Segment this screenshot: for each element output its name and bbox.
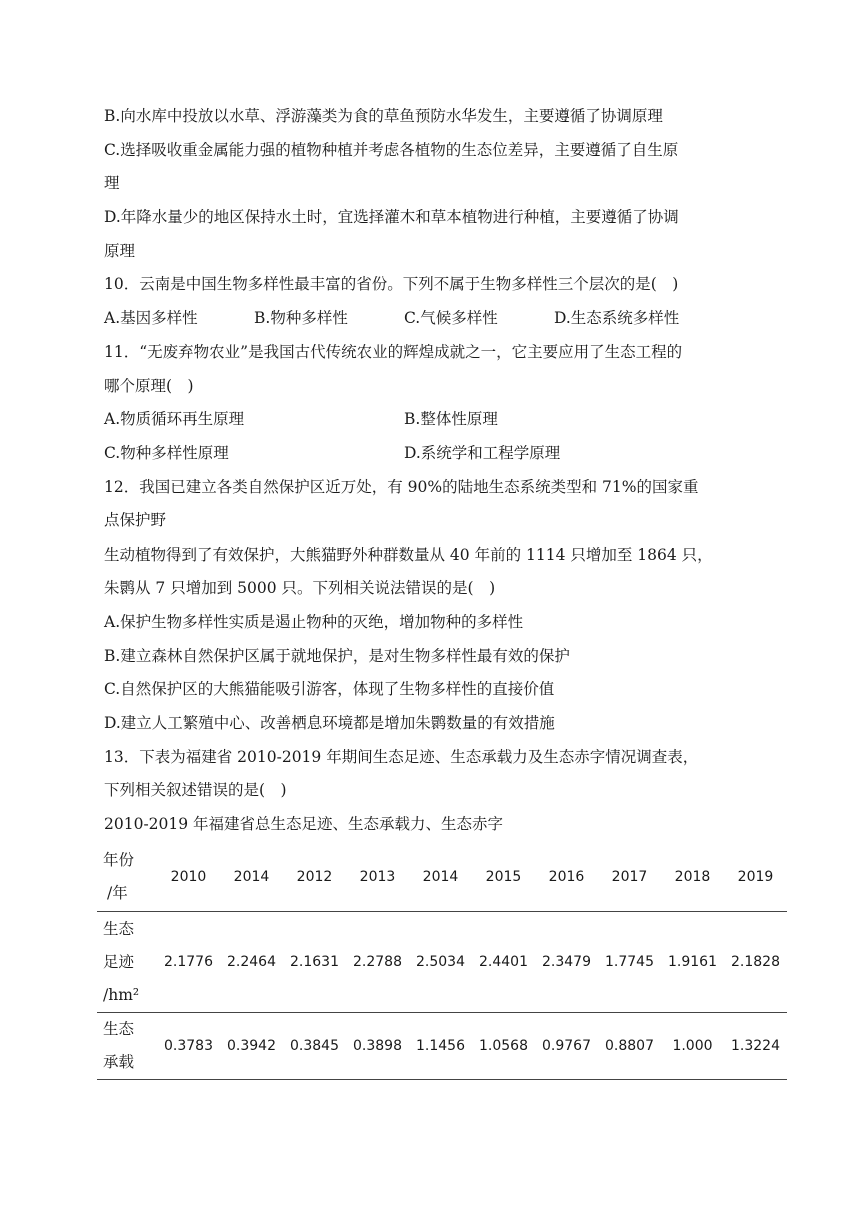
question-12-option-c: C.自然保护区的大熊猫能吸引游客，体现了生物多样性的直接价值 (104, 680, 555, 698)
table-row-footprint (97, 912, 787, 1013)
question-12-option-a: A.保护生物多样性实质是遏止物种的灭绝，增加物种的多样性 (104, 613, 524, 631)
value-cell: 2.3479 (535, 912, 598, 1013)
question-12-option-d: D.建立人工繁殖中心、改善栖息环境都是增加朱鹮数量的有效措施 (104, 714, 555, 732)
ecological-data-table (97, 843, 787, 1080)
table-header-row (97, 843, 787, 912)
question-11-stem: 11．“无废弃物农业”是我国古代传统农业的辉煌成就之一，它主要应用了生态工程的 (104, 343, 683, 361)
year-cell: 2013 (346, 843, 409, 912)
value-cell: 1.9161 (661, 912, 724, 1013)
value-cell: 2.1776 (157, 912, 220, 1013)
header-label-line: /年 (107, 884, 128, 902)
row-label-line: /hm² (103, 985, 140, 1004)
question-12-option-b: B.建立森林自然保护区属于就地保护，是对生物多样性最有效的保护 (104, 647, 570, 665)
table-row-capacity (97, 1013, 787, 1080)
row-label-cell (97, 912, 157, 1013)
value-cell: 0.3845 (283, 1013, 346, 1080)
value-cell: 1.3224 (724, 1013, 787, 1080)
question-11-option-c: C.物种多样性原理 (104, 444, 229, 462)
question-12-stem-cont-3: 朱鹮从 7 只增加到 5000 只。下列相关说法错误的是( ) (104, 579, 496, 597)
value-cell: 2.2788 (346, 912, 409, 1013)
option-c-text-cont: 理 (104, 174, 120, 192)
row-label-line: 生态 (103, 919, 135, 938)
option-b-text: B.向水库中投放以水草、浮游藻类为食的草鱼预防水华发生，主要遵循了协调原理 (104, 107, 663, 125)
year-cell: 2018 (661, 843, 724, 912)
question-10-option-d: D.生态系统多样性 (554, 309, 680, 327)
question-10-option-b: B.物种多样性 (254, 309, 348, 327)
header-label-line: 年份 (103, 851, 135, 869)
value-cell: 2.1828 (724, 912, 787, 1013)
question-10-option-a: A.基因多样性 (104, 309, 198, 327)
question-12-stem-cont-2: 生动植物得到了有效保护，大熊猫野外种群数量从 40 年前的 1114 只增加至 1864 只， (104, 546, 713, 564)
value-cell: 1.0568 (472, 1013, 535, 1080)
value-cell: 2.1631 (283, 912, 346, 1013)
value-cell: 2.2464 (220, 912, 283, 1013)
year-cell: 2014 (220, 843, 283, 912)
row-label-line: 足迹 (103, 952, 135, 971)
value-cell: 2.5034 (409, 912, 472, 1013)
value-cell: 1.7745 (598, 912, 661, 1013)
value-cell: 1.000 (661, 1013, 724, 1080)
row-label-cell (97, 1013, 157, 1080)
question-11-option-a: A.物质循环再生原理 (104, 410, 245, 428)
year-cell: 2019 (724, 843, 787, 912)
year-cell: 2012 (283, 843, 346, 912)
value-cell: 0.8807 (598, 1013, 661, 1080)
year-cell: 2016 (535, 843, 598, 912)
question-11-stem-cont: 哪个原理( ) (104, 377, 194, 395)
value-cell: 1.1456 (409, 1013, 472, 1080)
year-cell: 2015 (472, 843, 535, 912)
year-cell: 2014 (409, 843, 472, 912)
year-cell: 2010 (157, 843, 220, 912)
question-10-stem: 10．云南是中国生物多样性最丰富的省份。下列不属于生物多样性三个层次的是( ) (104, 275, 679, 293)
value-cell: 0.3783 (157, 1013, 220, 1080)
question-11-option-b: B.整体性原理 (404, 410, 498, 428)
question-13-stem-cont: 下列相关叙述错误的是( ) (104, 781, 287, 799)
value-cell: 0.9767 (535, 1013, 598, 1080)
question-10-option-c: C.气候多样性 (404, 309, 498, 327)
question-13-stem: 13．下表为福建省 2010-2019 年期间生态足迹、生态承载力及生态赤字情况调查表， (104, 748, 699, 766)
row-label-line: 承载 (103, 1053, 135, 1071)
question-12-stem-cont-1: 点保护野 (104, 511, 167, 529)
option-d-text-cont: 原理 (104, 242, 136, 260)
question-12-stem: 12．我国已建立各类自然保护区近万处，有 90%的陆地生态系统类型和 71%的国家重 (104, 478, 699, 496)
question-11-option-d: D.系统学和工程学原理 (404, 444, 561, 462)
value-cell: 0.3898 (346, 1013, 409, 1080)
table-caption: 2010-2019 年福建省总生态足迹、生态承载力、生态赤字 (104, 815, 504, 833)
option-c-text: C.选择吸收重金属能力强的植物种植并考虑各植物的生态位差异，主要遵循了自生原 (104, 141, 679, 159)
row-label-line: 生态 (103, 1020, 135, 1038)
header-label-cell (97, 843, 157, 912)
value-cell: 2.4401 (472, 912, 535, 1013)
option-d-text: D.年降水量少的地区保持水土时，宜选择灌木和草本植物进行种植，主要遵循了协调 (104, 208, 679, 226)
value-cell: 0.3942 (220, 1013, 283, 1080)
year-cell: 2017 (598, 843, 661, 912)
